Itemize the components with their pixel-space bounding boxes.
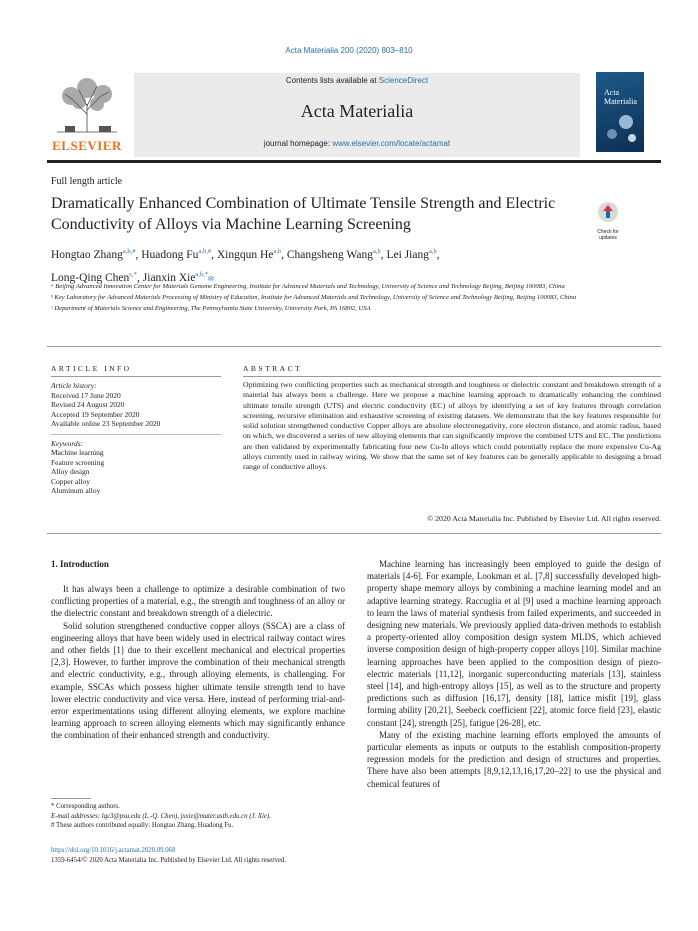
cover-graphic <box>596 108 644 148</box>
check-updates-label: Check for updates <box>597 229 619 241</box>
sciencedirect-link[interactable]: ScienceDirect <box>378 76 429 85</box>
paragraph: Many of the existing machine learning efforts employed the amounts of particular elements as inputs or outputs to the establish composition-property regression models for the prediction and design of structures and properties. There have also been attempts [8,9,12,13,16,17,20–22] to use the physical and chemical features of <box>367 729 661 789</box>
check-updates-icon <box>590 200 626 224</box>
homepage-link[interactable]: www.elsevier.com/locate/actamat <box>332 139 451 148</box>
article-type: Full length article <box>51 176 123 187</box>
paragraph: Solid solution strengthened conductive copper alloys (SSCA) are a class of engineering alloys that have been widely used in electrical railway contact wires and other fields [1] due to their excellent mechanical and electrical properties [2,3]. However, to further improve the combination of their mechanical strength and electric conductivity, e.g., through alloying elements, is challenging. For example, SSCAs which possess higher ultimate tensile strength tend to have lower electric conductivity and vice versa. Here, instead of performing trial-and-error experimentations using different alloying elements, we explore machine learning approach to screen alloying elements which may significantly enhance the combination of their enhanced strength and conductivity. <box>51 620 345 741</box>
journal-title: Acta Materialia <box>300 101 414 121</box>
journal-citation-link[interactable]: Acta Materialia 200 (2020) 803–810 <box>285 46 413 55</box>
author[interactable]: Lei Jiang$^{a,b}$ <box>386 248 437 261</box>
author-list: Hongtao Zhang$^{a,b,\#}$, Huadong $Fu^{a,b,\#}$, Xingqun He$^{a,b}$, Changsheng Wang$^{a,b}$, Lei Jiang$^{a,b}$, Long-Qing Chen$^{c,*}$, Jianxin Xie$^{a,b,*}$✉ <box>51 248 440 284</box>
author[interactable]: Xingqun He$^{a,b}$ <box>216 248 282 261</box>
email-icon[interactable]: ✉ <box>208 274 214 283</box>
keyword: Aluminum alloy <box>51 486 101 495</box>
section-heading: 1. Introduction <box>51 559 109 569</box>
doi-link[interactable]: https://doi.org/10.1016/j.actamat.2020.09.068 <box>51 847 176 854</box>
affiliations <box>51 281 651 314</box>
issn-line: 1359-6454/© 2020 Acta Materialia Inc. Published by Elsevier Ltd. All rights reserved. <box>51 856 287 864</box>
keywords-label: Keywords: <box>51 438 84 448</box>
author[interactable]: Huadong $Fu^{a,b,\#}$ <box>141 248 212 261</box>
check-for-updates-button[interactable] <box>590 200 626 241</box>
contents-line: Contents lists available at ScienceDirect <box>285 76 429 85</box>
keyword: Feature screening <box>51 457 105 467</box>
history-entry: Received 17 June 2020 <box>51 390 121 400</box>
article-info <box>51 381 221 496</box>
history-entry: Revised 24 August 2020 <box>51 400 125 409</box>
page-footer <box>51 846 401 865</box>
affiliation: ᵃ Beijing Advanced Innovation Center for Materials Genome Engineering, Institute for Advanced Materials and Technology, University of Science and Technology Beijing, Beijing 100083, China <box>51 283 565 290</box>
footnote: E-mail addresses: lqc3@psu.edu (L.-Q. Chen), jxxie@mater.ustb.edu.cn (J. Xie). <box>51 812 271 820</box>
author[interactable]: Jianxin Xie$^{a,b,*}$ <box>142 270 209 284</box>
divider <box>47 346 661 347</box>
journal-homepage-line: journal homepage: www.elsevier.com/locate/actamat <box>263 139 451 148</box>
history-entry: Accepted 19 September 2020 <box>51 409 140 419</box>
article-info-heading: ARTICLE INFO <box>51 364 132 373</box>
history-label: Article history: <box>51 381 97 390</box>
journal-cover-image <box>596 72 644 152</box>
abstract-body: Optimizing two conflicting properties such as mechanical strength and toughness or dielectric constant and breakdown strength of a material has always been a challenge. Here we propose a machine learning approach to dramatically enhancing the combined ultimate tensile strength (UTS) and electric conductivity (EC) of alloys by identifying a set of key features through correlation screening, recursive elimination and exhaustive screening of existing datasets. We demonstrate that the key features responsible for solid solution strengthened conductive Copper alloys are absolute electronegativity, core electron distance, and atomic radius, based on which, we discovered a series of new alloying elements that can significantly improve the combined UTS and EC. The predictions are then validated by experimentally fabricating four new Cu-In alloys which could potentially replace the more expensive Cu-Ag alloys currently used in railway wiring. We show that the same set of key features can be generally applicable to designing a broad range of conductive alloys. <box>243 380 661 472</box>
article-title: Dramatically Enhanced Combination of Ultimate Tensile Strength and Electric Conductivity of Alloys via Machine Learning Screening <box>51 195 556 233</box>
footnotes <box>51 802 351 831</box>
keyword: Alloy design <box>51 467 90 476</box>
cover-title: Acta Materialia <box>604 88 637 106</box>
author[interactable]: Hongtao Zhang$^{a,b,\#}$ <box>51 248 136 261</box>
author[interactable]: Changsheng Wang$^{a,b}$ <box>286 248 381 261</box>
keyword: Machine learning <box>51 448 104 457</box>
paragraph: It has always been a challenge to optimize a desirable combination of two conflicting properties of a material, e.g., the strength and toughness of an alloy or the dielectric constant and breakdown strength of a dielectric. <box>51 584 345 619</box>
divider <box>51 434 221 435</box>
divider <box>243 376 661 377</box>
keyword: Copper alloy <box>51 476 90 486</box>
elsevier-wordmark: ELSEVIER <box>52 138 122 153</box>
abstract-heading: ABSTRACT <box>243 364 303 373</box>
paragraph: Machine learning has increasingly been employed to guide the design of materials [4-6]. For example, Lookman et al. [7,8] successfully developed high-property shape memory alloys by combining a machine learning model and an adaptive learning strategy. Raccuglia et al [9] used a machine learning approach to learn the laws of material synthesis from failed experiments, and succeeded in designing new materials. We previously applied data-driven methods to establish a property-oriented alloy composition design system MLDS, which achieved inverse composition design of high-property copper alloys [10]. Similar machine learning approaches have been applied to the composition design of piezo-electric materials [11,12], inorganic superconducting materials [13], stainless steel [14], and high-entropy alloys [15], as well as to the structure and property predictions such as diffusion [16,17], density [18], lattice misfit [19], glass forming ability [20,21], Seebeck coefficient [22], atomic force field [23], elastic constant [24], strength [25], fatigue [26-28], etc. <box>367 559 661 728</box>
body-column-right <box>367 558 661 790</box>
footnote: * Corresponding authors. <box>51 803 120 810</box>
body-column-left <box>51 583 345 742</box>
footnote-rule <box>51 798 91 799</box>
abstract-copyright: © 2020 Acta Materialia Inc. Published by Elsevier Ltd. All rights reserved. <box>427 514 661 523</box>
header-rule <box>47 160 661 163</box>
history-entry: Available online 23 September 2020 <box>51 419 161 428</box>
footnote: # These authors contributed equally: Hongtao Zhang, Huadong Fu. <box>51 822 234 829</box>
affiliation: ᵇ Key Laboratory for Advanced Materials Processing of Ministry of Education, Institute for Advanced Materials and Technology, University of Science and Technology Beijing, Beijing 100083, China <box>51 294 577 301</box>
author[interactable]: Long-Qing Chen$^{c,*}$ <box>51 270 138 284</box>
affiliation: ᶜ Department of Materials Science and Engineering, The Pennsylvania State University, University Park, PA 16802, USA <box>51 305 371 312</box>
divider <box>47 533 661 534</box>
divider <box>51 376 221 377</box>
